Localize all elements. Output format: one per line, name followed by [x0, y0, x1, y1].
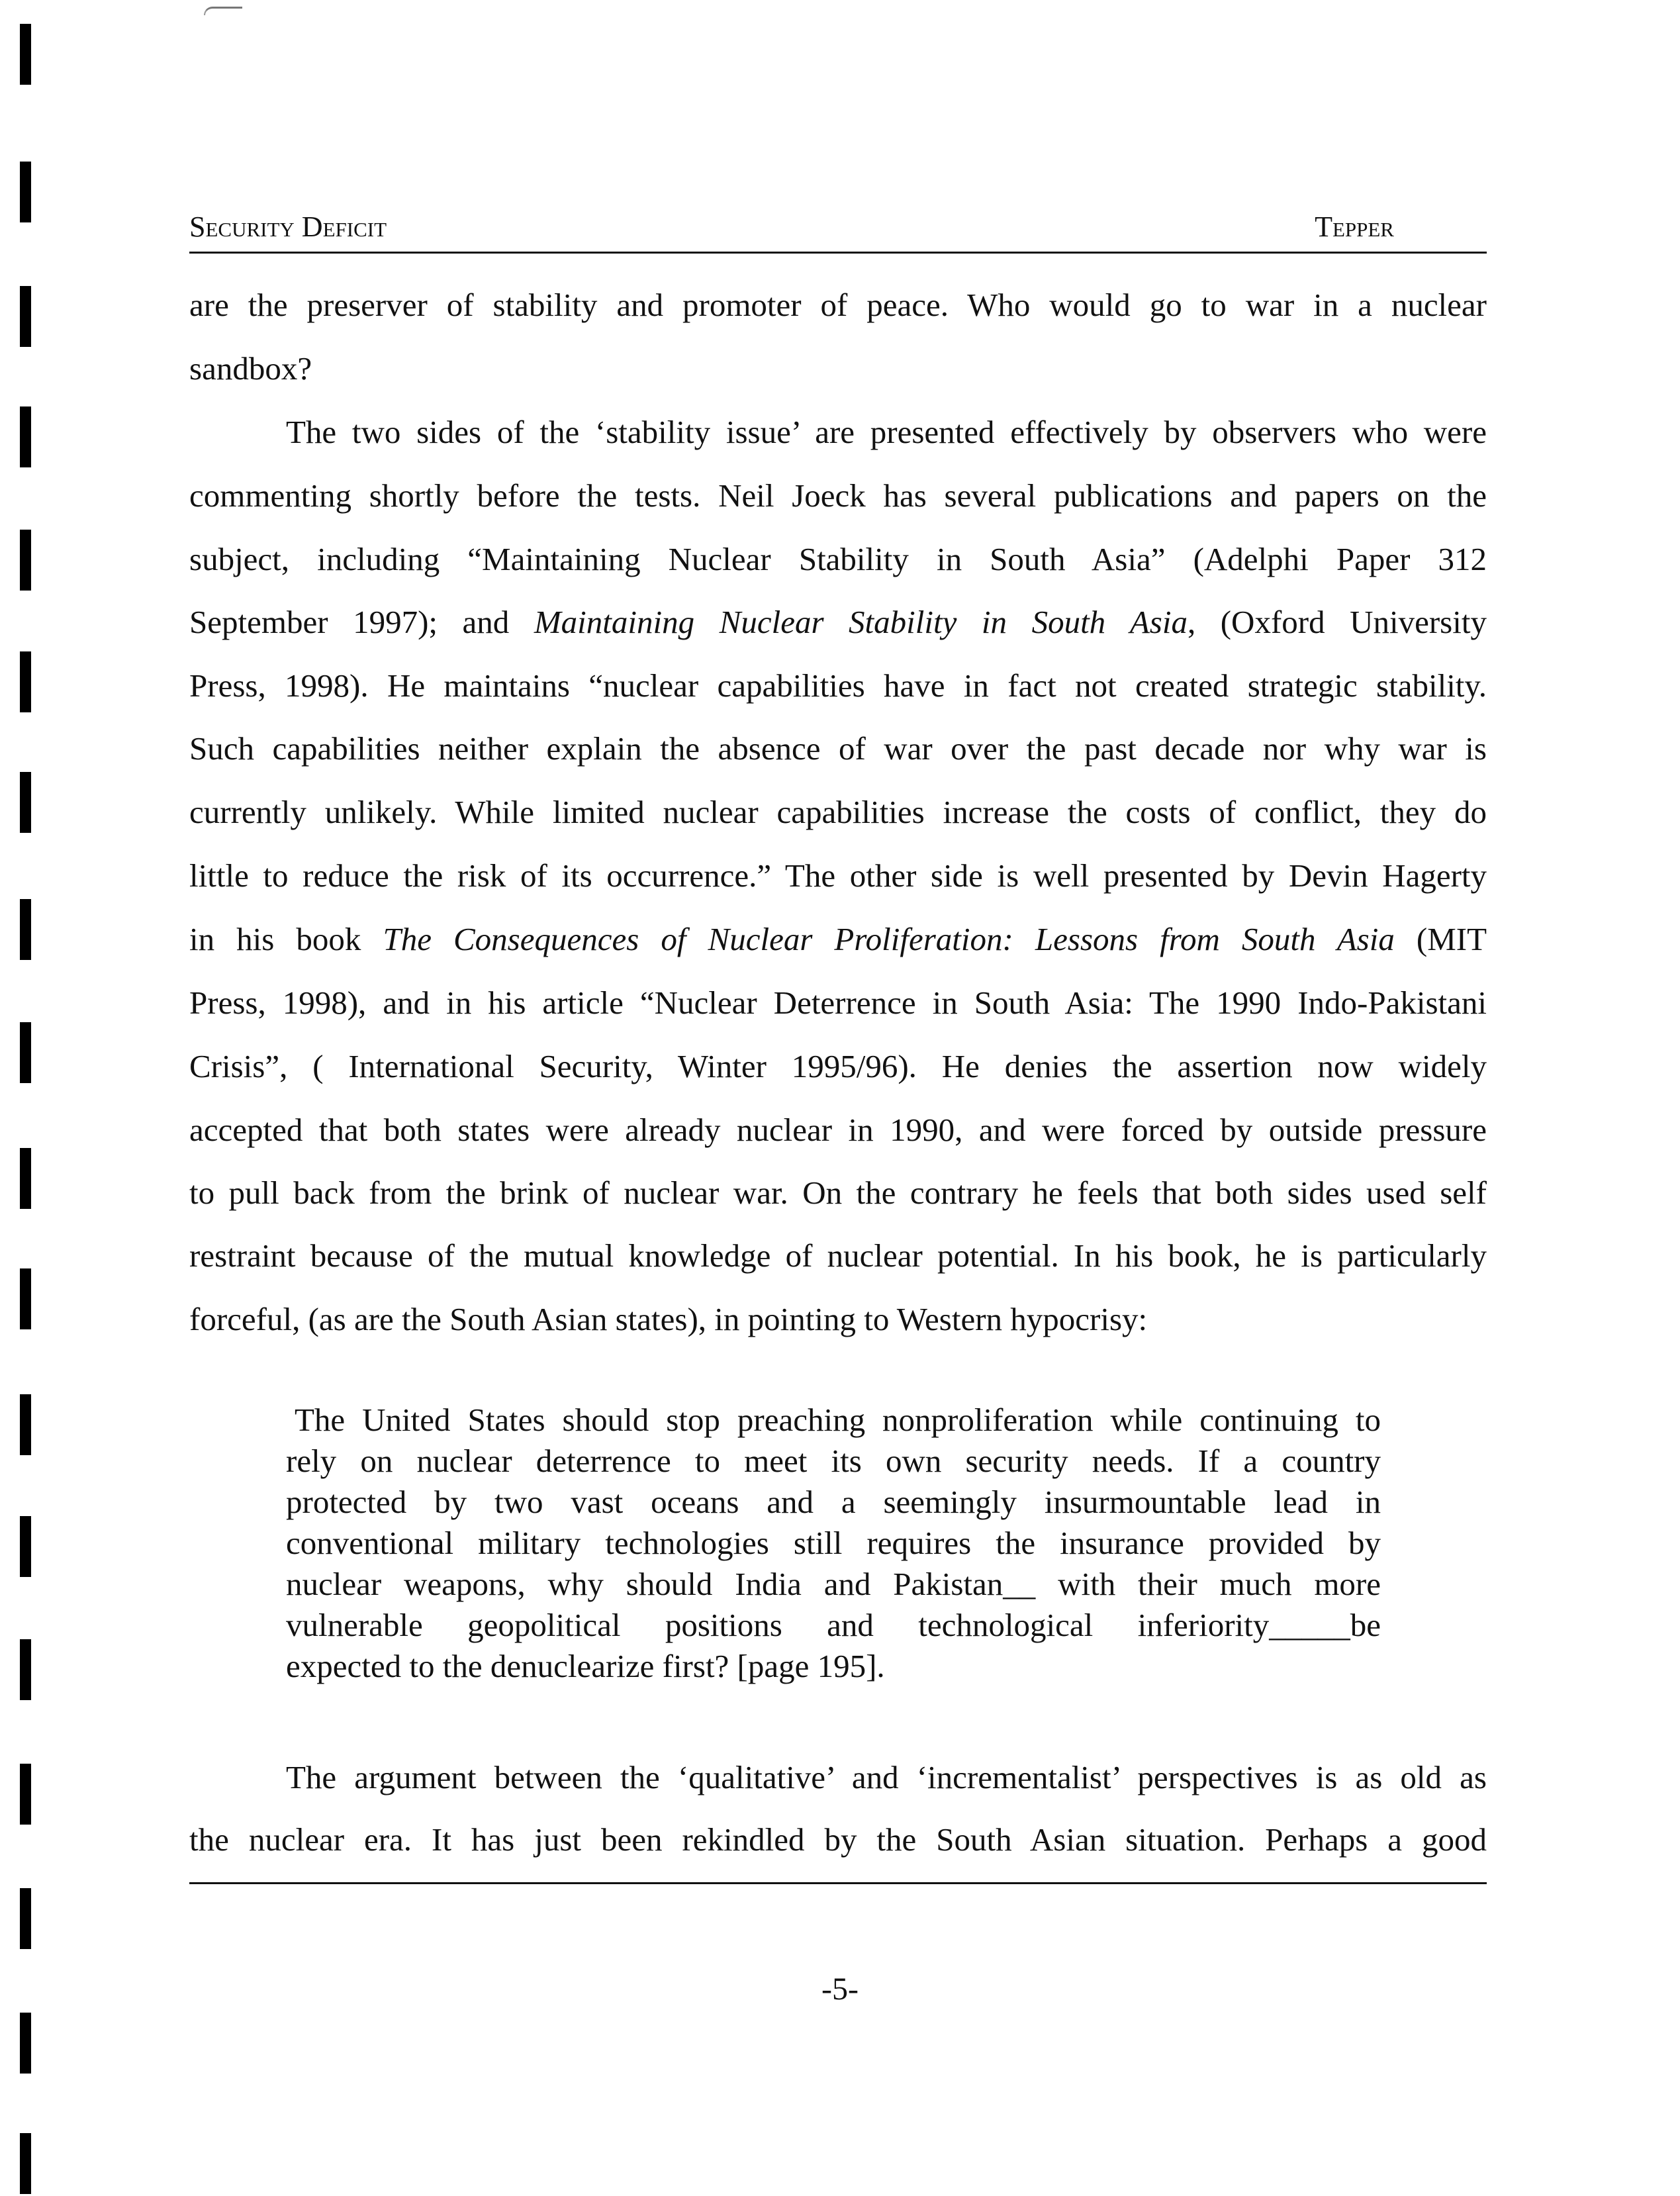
body-line: Press, 1998), and in his article “Nuclear Deterrence in South Asia: The 1990 Indo-Pakistani — [189, 984, 1487, 1021]
running-header — [189, 211, 1487, 244]
quote-line: rely on nuclear deterrence to meet its own security needs. If a country — [286, 1443, 1381, 1479]
text-run: , (Oxford University — [1187, 604, 1487, 640]
quote-line: conventional military technologies still requires the insurance provided by — [286, 1525, 1381, 1561]
text-run: in his book — [189, 921, 383, 957]
body-line-with-title — [189, 602, 1487, 643]
punch-mark — [20, 2133, 31, 2194]
body-line: restraint because of the mutual knowledge of nuclear potential. In his book, he is particularly — [189, 1237, 1487, 1274]
book-title: Maintaining Nuclear Stability in South Asia — [534, 604, 1188, 640]
body-line-with-title — [189, 919, 1487, 960]
body-line: to pull back from the brink of nuclear war. On the contrary he feels that both sides used self — [189, 1174, 1487, 1211]
punch-mark — [20, 1148, 31, 1209]
body-line: Press, 1998). He maintains “nuclear capabilities have in fact not created strategic stability. — [189, 667, 1487, 704]
body-line: Such capabilities neither explain the absence of war over the past decade nor why war is — [189, 730, 1487, 767]
punch-mark — [20, 24, 31, 85]
body-line: little to reduce the risk of its occurrence.” The other side is well presented by Devin Hagerty — [189, 857, 1487, 894]
book-title: The Consequences of Nuclear Proliferation: Lessons from South Asia — [383, 921, 1395, 957]
punch-mark — [20, 1394, 31, 1455]
body-line: forceful, (as are the South Asian states), in pointing to Western hypocrisy: — [189, 1301, 1148, 1337]
body-line: subject, including “Maintaining Nuclear Stability in South Asia” (Adelphi Paper 312 — [189, 541, 1487, 577]
body-line: accepted that both states were already nuclear in 1990, and were forced by outside pressure — [189, 1112, 1487, 1148]
punch-mark — [20, 530, 31, 591]
punch-mark — [20, 406, 31, 467]
punch-mark — [20, 651, 31, 712]
body-line: the nuclear era. It has just been rekindled by the South Asian situation. Perhaps a good — [189, 1821, 1487, 1858]
punch-mark — [20, 1268, 31, 1329]
quote-line: expected to the denuclearize first? [page 195]. — [286, 1648, 885, 1684]
quote-line: protected by two vast oceans and a seemingly insurmountable lead in — [286, 1484, 1381, 1520]
body-line: Crisis”, ( International Security, Winter 1995/96). He denies the assertion now widely — [189, 1048, 1487, 1084]
punch-mark — [20, 162, 31, 222]
quote-line: nuclear weapons, why should India and Pakistan__ with their much more — [286, 1566, 1381, 1602]
header-rule — [189, 252, 1487, 254]
punch-mark — [20, 1639, 31, 1700]
punch-mark — [20, 1764, 31, 1825]
body-line: currently unlikely. While limited nuclear capabilities increase the costs of conflict, they do — [189, 794, 1487, 830]
punch-mark — [20, 286, 31, 347]
body-line: are the preserver of stability and promoter of peace. Who would go to war in a nuclear — [189, 287, 1487, 323]
punch-mark — [20, 2013, 31, 2074]
footer-rule — [189, 1882, 1487, 1884]
body-line: The two sides of the ‘stability issue’ are presented effectively by observers who were — [286, 414, 1487, 450]
page-number: -5- — [821, 1972, 859, 2007]
punch-mark — [20, 1516, 31, 1577]
body-line: commenting shortly before the tests. Neil Joeck has several publications and papers on the — [189, 477, 1487, 514]
header-title: Security Deficit — [189, 211, 387, 243]
punch-mark — [20, 1022, 31, 1083]
quote-line: The United States should stop preaching nonproliferation while continuing to — [295, 1402, 1381, 1438]
text-run: (MIT — [1394, 921, 1487, 957]
punch-mark — [20, 1888, 31, 1949]
header-author: Tepper — [1315, 211, 1394, 243]
body-line: The argument between the ‘qualitative’ and ‘incrementalist’ perspectives is as old as — [286, 1759, 1487, 1795]
punch-mark — [20, 899, 31, 960]
punch-mark — [20, 772, 31, 833]
body-line: sandbox? — [189, 350, 312, 387]
text-run: September 1997); and — [189, 604, 534, 640]
pen-mark — [204, 7, 242, 15]
quote-line: vulnerable geopolitical positions and technological inferiority_____be — [286, 1607, 1381, 1643]
